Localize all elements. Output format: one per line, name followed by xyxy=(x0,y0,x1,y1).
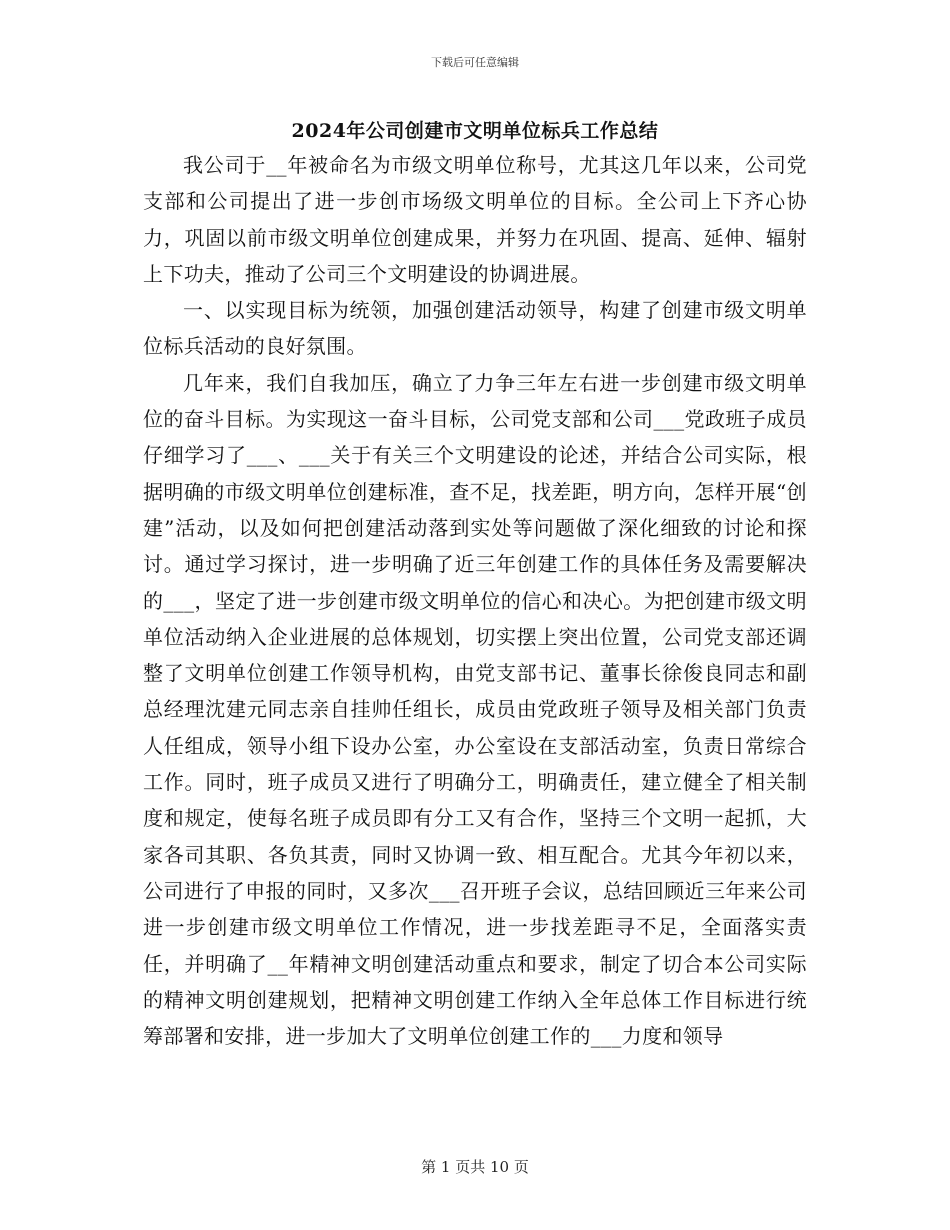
page-header-note: 下载后可任意编辑 xyxy=(431,56,519,69)
document-body xyxy=(143,147,807,1054)
paragraph-section-1-heading: 一、以实现目标为统领，加强创建活动领导，构建了创建市级文明单位标兵活动的良好氛围。 xyxy=(143,298,807,359)
page-footer: 第 1 页共 10 页 xyxy=(421,1158,529,1176)
paragraph-intro: 我公司于__年被命名为市级文明单位称号，尤其这几年以来，公司党支部和公司提出了进一步创市场级文明单位的目标。全公司上下齐心协力，巩固以前市级文明单位创建成果，并努力在巩固、提高、延伸、辐射上下功夫，推动了公司三个文明建设的协调进展。 xyxy=(143,153,807,286)
paragraph-section-1-body: 几年来，我们自我加压，确立了力争三年左右进一步创建市级文明单位的奋斗目标。为实现这一奋斗目标，公司党支部和公司___党政班子成员仔细学习了___、___关于有关三个文明建设的论述，并结合公司实际，根据明确的市级文明单位创建标准，查不足，找差距，明方向，怎样开展“创建”活动，以及如何把创建活动落到实处等问题做了深化细致的讨论和探讨。通过学习探讨，进一步明确了近三年创建工作的具体任务及需要解决的___，坚定了进一步创建市级文明单位的信心和决心。为把创建市级文明单位活动纳入企业进展的总体规划，切实摆上突出位置，公司党支部还调整了文明单位创建工作领导机构，由党支部书记、董事长徐俊良同志和副总经理沈建元同志亲自挂帅任组长，成员由党政班子领导及相关部门负责人任组成，领导小组下设办公室，办公室设在支部活动室，负责日常综合工作。同时，班子成员又进行了明确分工，明确责任，建立健全了相关制度和规定，使每名班子成员即有分工又有合作，坚持三个文明一起抓，大家各司其职、各负其责，同时又协调一致、相互配合。尤其今年初以来，公司进行了申报的同时，又多次___召开班子会议，总结回顾近三年来公司进一步创建市级文明单位工作情况，进一步找差距寻不足，全面落实责任，并明确了__年精神文明创建活动重点和要求，制定了切合本公司实际的精神文明创建规划，把精神文明创建工作纳入全年总体工作目标进行统筹部署和安排，进一步加大了文明单位创建工作的___力度和领导 xyxy=(143,370,807,1049)
document-title: 2024年公司创建市文明单位标兵工作总结 xyxy=(291,120,659,142)
